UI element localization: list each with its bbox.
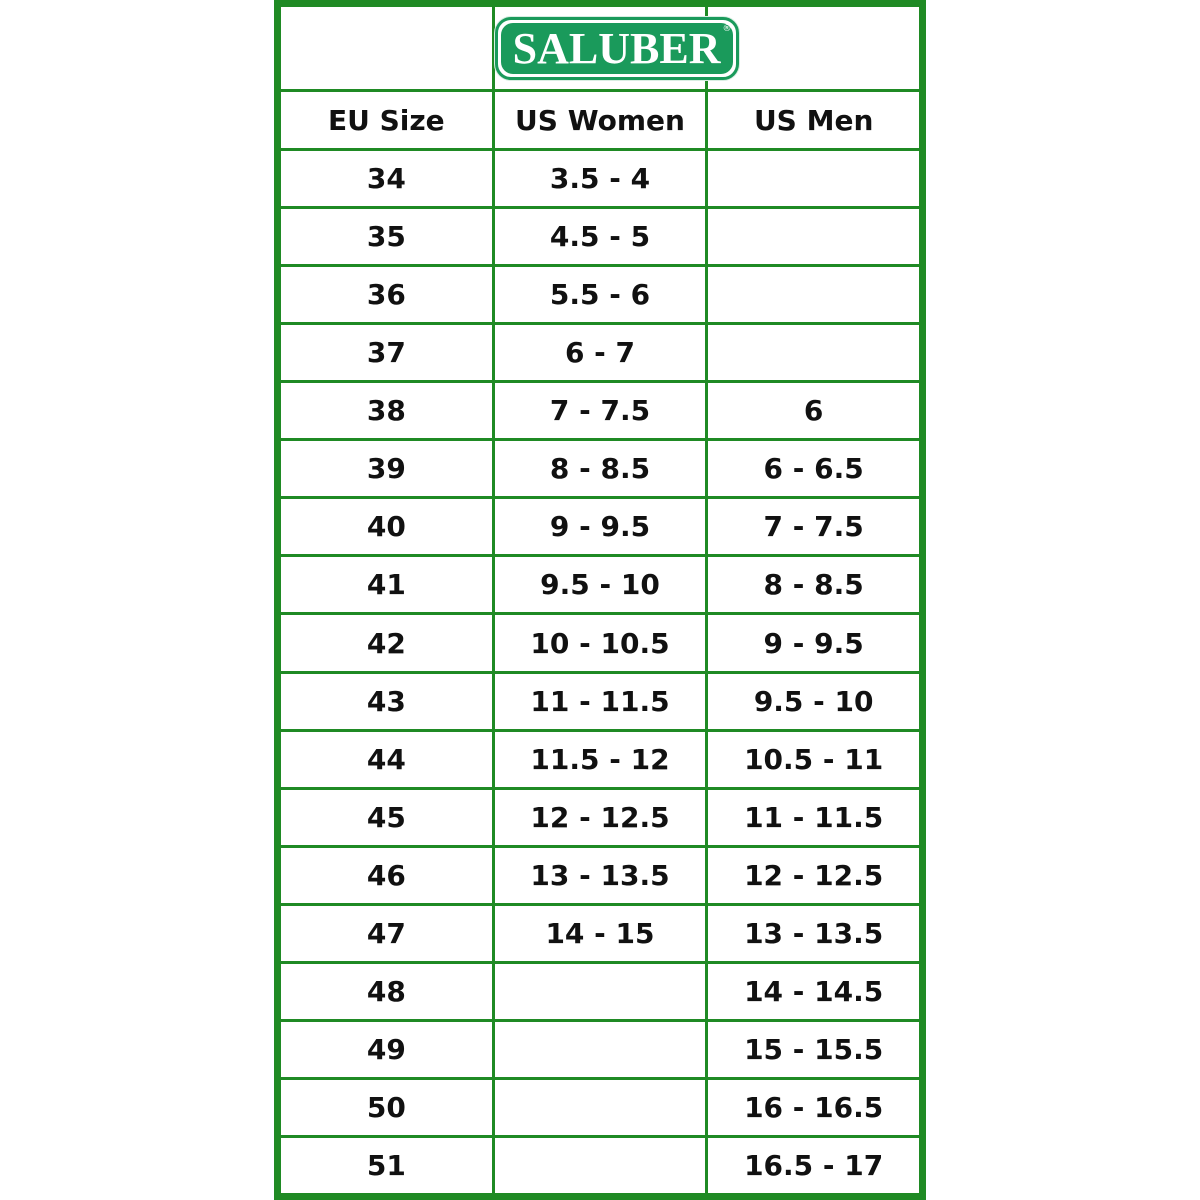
us-men-cell (707, 150, 921, 208)
table-row (280, 1136, 921, 1194)
size-chart (274, 0, 926, 1200)
us-men-cell: 11 - 11.5 (707, 788, 921, 846)
table-row (280, 614, 921, 672)
us-men-cell: 16 - 16.5 (707, 1078, 921, 1136)
us-men-cell: 9.5 - 10 (707, 672, 921, 730)
table-row (280, 788, 921, 846)
us-men-cell (707, 324, 921, 382)
eu-size-cell: 51 (280, 1136, 494, 1194)
us-men-cell: 6 (707, 382, 921, 440)
table-row (280, 382, 921, 440)
eu-size-cell: 49 (280, 1020, 494, 1078)
table-row (280, 440, 921, 498)
saluber-logo (495, 17, 739, 80)
us-women-cell: 3.5 - 4 (493, 150, 707, 208)
eu-size-cell: 47 (280, 904, 494, 962)
us-women-cell (493, 1078, 707, 1136)
eu-size-cell: 46 (280, 846, 494, 904)
eu-size-cell: 35 (280, 208, 494, 266)
table-row (280, 846, 921, 904)
eu-size-cell: 48 (280, 962, 494, 1020)
us-women-cell: 11 - 11.5 (493, 672, 707, 730)
us-women-cell: 10 - 10.5 (493, 614, 707, 672)
logo-cell-empty-left (280, 6, 494, 91)
table-row (280, 1078, 921, 1136)
us-men-cell: 16.5 - 17 (707, 1136, 921, 1194)
us-women-cell: 14 - 15 (493, 904, 707, 962)
us-women-cell: 6 - 7 (493, 324, 707, 382)
us-women-cell: 5.5 - 6 (493, 266, 707, 324)
us-men-cell: 15 - 15.5 (707, 1020, 921, 1078)
logo-cell-empty-right (707, 6, 921, 91)
header-us-men: US Men (707, 91, 921, 150)
us-men-cell: 14 - 14.5 (707, 962, 921, 1020)
eu-size-cell: 34 (280, 150, 494, 208)
us-men-cell (707, 266, 921, 324)
logo-text: SALUBER (501, 23, 733, 74)
table-row (280, 904, 921, 962)
table-row (280, 672, 921, 730)
size-table (278, 4, 922, 1196)
us-women-cell: 12 - 12.5 (493, 788, 707, 846)
logo-row (280, 6, 921, 91)
us-men-cell: 13 - 13.5 (707, 904, 921, 962)
us-women-cell: 7 - 7.5 (493, 382, 707, 440)
us-men-cell: 10.5 - 11 (707, 730, 921, 788)
us-men-cell: 7 - 7.5 (707, 498, 921, 556)
us-women-cell: 8 - 8.5 (493, 440, 707, 498)
us-women-cell: 13 - 13.5 (493, 846, 707, 904)
us-women-cell (493, 1136, 707, 1194)
us-men-cell: 12 - 12.5 (707, 846, 921, 904)
table-row (280, 730, 921, 788)
table-row (280, 556, 921, 614)
us-women-cell (493, 1020, 707, 1078)
us-men-cell (707, 208, 921, 266)
table-row (280, 962, 921, 1020)
eu-size-cell: 39 (280, 440, 494, 498)
eu-size-cell: 41 (280, 556, 494, 614)
registered-mark: ® (722, 23, 732, 34)
eu-size-cell: 44 (280, 730, 494, 788)
eu-size-cell: 45 (280, 788, 494, 846)
eu-size-cell: 38 (280, 382, 494, 440)
header-us-women: US Women (493, 91, 707, 150)
eu-size-cell: 36 (280, 266, 494, 324)
us-women-cell: 9 - 9.5 (493, 498, 707, 556)
table-row (280, 208, 921, 266)
table-row (280, 324, 921, 382)
logo-cell (493, 6, 732, 91)
us-women-cell: 9.5 - 10 (493, 556, 707, 614)
eu-size-cell: 40 (280, 498, 494, 556)
us-women-cell (493, 962, 707, 1020)
us-men-cell: 6 - 6.5 (707, 440, 921, 498)
eu-size-cell: 50 (280, 1078, 494, 1136)
us-men-cell: 8 - 8.5 (707, 556, 921, 614)
us-women-cell: 11.5 - 12 (493, 730, 707, 788)
us-women-cell: 4.5 - 5 (493, 208, 707, 266)
table-row (280, 266, 921, 324)
table-row (280, 498, 921, 556)
header-row (280, 91, 921, 150)
eu-size-cell: 42 (280, 614, 494, 672)
table-row (280, 150, 921, 208)
us-men-cell: 9 - 9.5 (707, 614, 921, 672)
header-eu-size: EU Size (280, 91, 494, 150)
table-row (280, 1020, 921, 1078)
eu-size-cell: 43 (280, 672, 494, 730)
eu-size-cell: 37 (280, 324, 494, 382)
